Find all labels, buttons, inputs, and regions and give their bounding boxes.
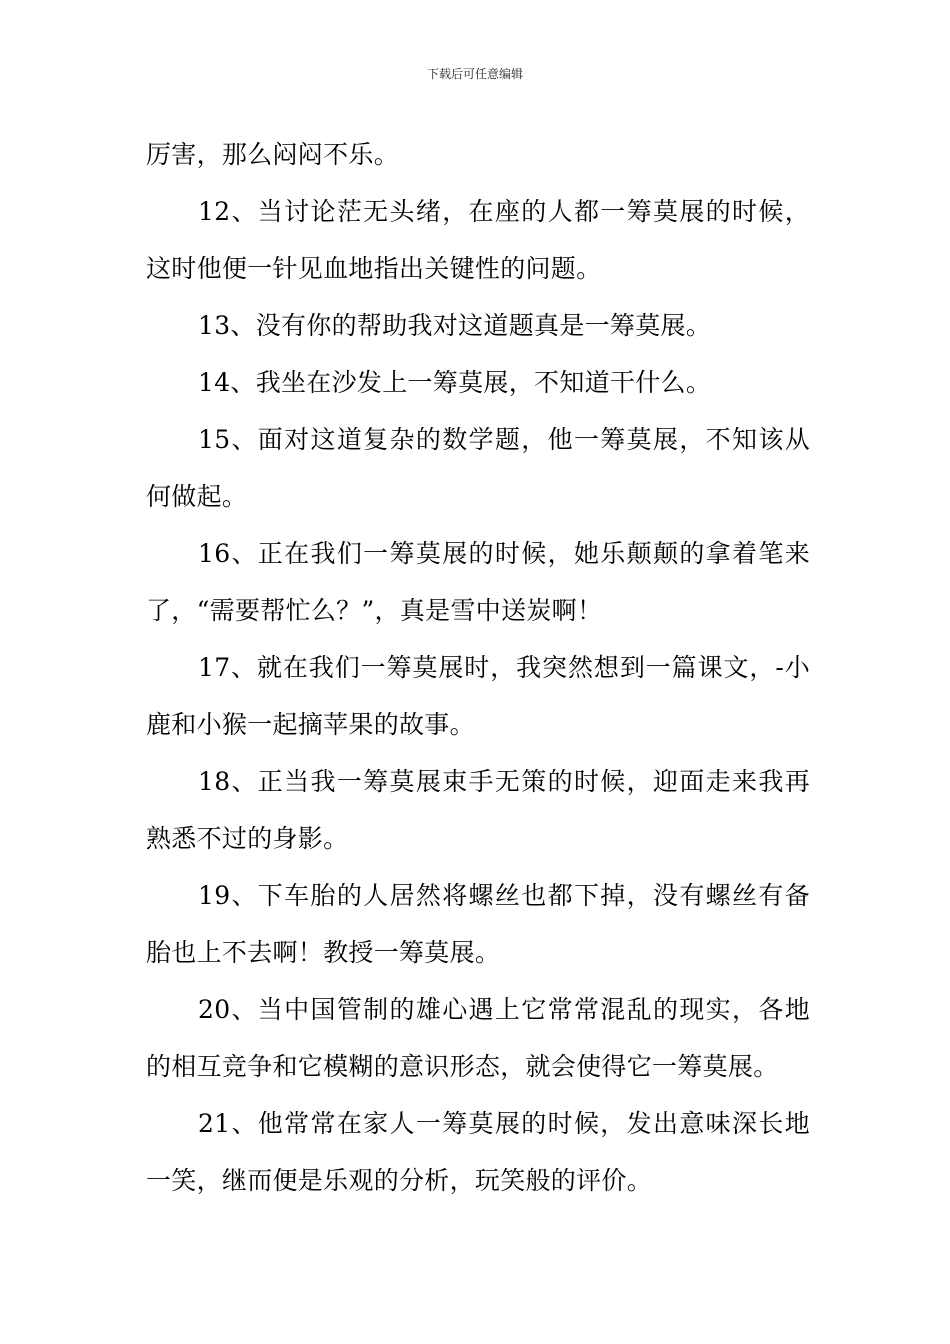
page-header: 下载后可任意编辑 bbox=[426, 67, 523, 81]
paragraph-21: 21、他常常在家人一筹莫展的时候，发出意味深长地一笑，继而便是乐观的分析，玩笑般的评价。 bbox=[146, 1109, 810, 1195]
paragraph-19: 19、下车胎的人居然将螺丝也都下掉，没有螺丝有备胎也上不去啊！教授一筹莫展。 bbox=[146, 881, 810, 967]
paragraph-14: 14、我坐在沙发上一筹莫展，不知道干什么。 bbox=[198, 368, 712, 397]
paragraph-15: 15、面对这道复杂的数学题，他一筹莫展，不知该从何做起。 bbox=[146, 425, 810, 511]
document-body bbox=[146, 126, 810, 1209]
paragraph-18: 18、正当我一筹莫展束手无策的时候，迎面走来我再熟悉不过的身影。 bbox=[146, 767, 810, 853]
paragraph-16: 16、正在我们一筹莫展的时候，她乐颠颠的拿着笔来了，“需要帮忙么？”，真是雪中送炭啊！ bbox=[146, 539, 810, 625]
paragraph-12: 12、当讨论茫无头绪，在座的人都一筹莫展的时候，这时他便一针见血地指出关键性的问题。 bbox=[146, 197, 810, 283]
paragraph-continuation: 厉害，那么闷闷不乐。 bbox=[146, 140, 400, 169]
paragraph-17: 17、就在我们一筹莫展时，我突然想到一篇课文，-小鹿和小猴一起摘苹果的故事。 bbox=[146, 653, 810, 739]
paragraph-20: 20、当中国管制的雄心遇上它常常混乱的现实，各地的相互竞争和它模糊的意识形态，就会使得它一筹莫展。 bbox=[146, 995, 810, 1081]
paragraph-13: 13、没有你的帮助我对这道题真是一筹莫展。 bbox=[198, 311, 712, 340]
